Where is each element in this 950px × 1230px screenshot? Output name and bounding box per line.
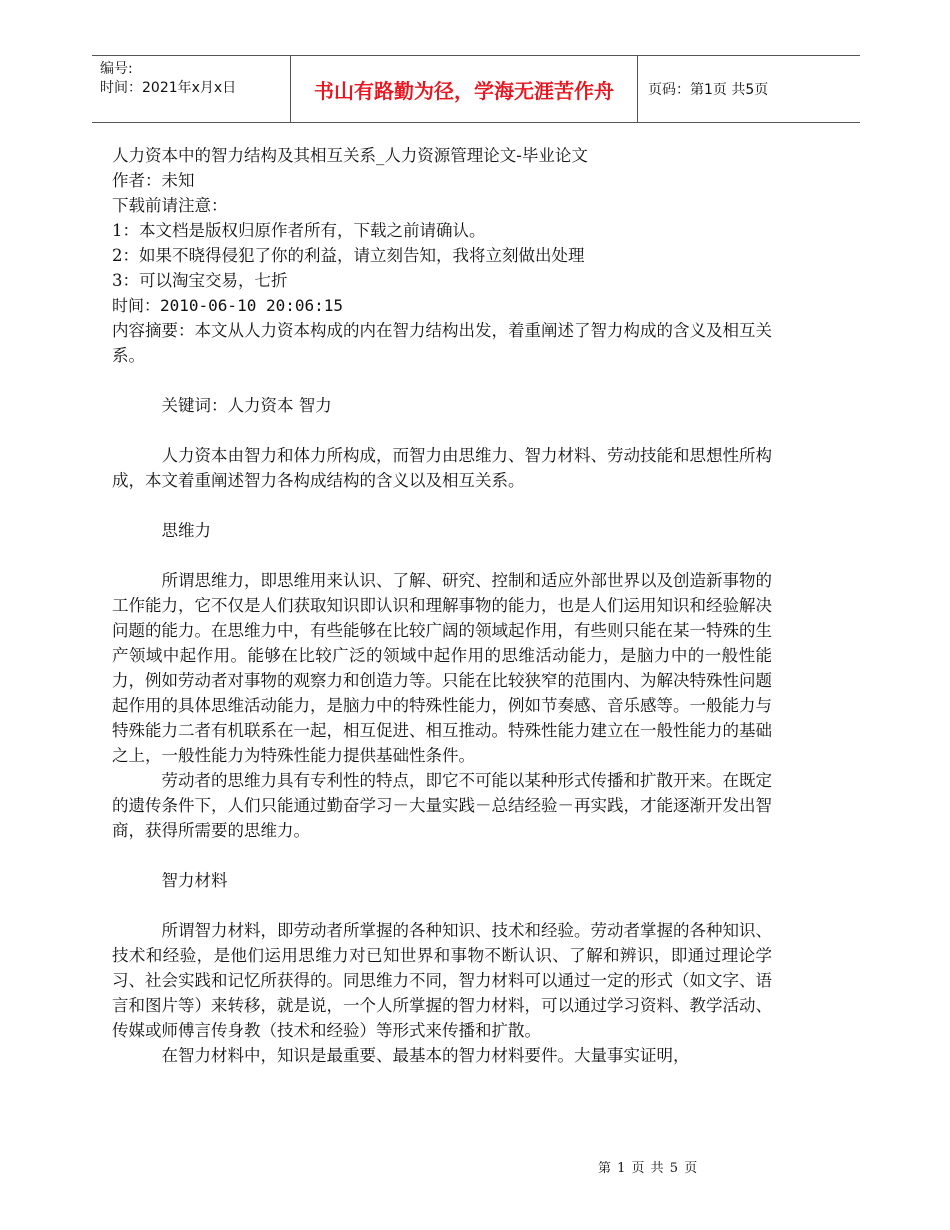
time-label: 时间：2021年x月x日 (100, 80, 237, 96)
section-thinking-paragraph-2: 劳动者的思维力具有专利性的特点，即它不可能以某种形式传播和扩散开来。在既定的遗传条件下，人们只能通过勤奋学习－大量实践－总结经验－再实践，才能逐渐开发出智商，获得所需要的思维力。 (112, 771, 772, 840)
page-header (92, 55, 860, 123)
section-material-paragraph-2: 在智力材料中，知识是最重要、最基本的智力材料要件。大量事实证明， (161, 1046, 690, 1065)
notice-title: 下载前请注意： (112, 196, 228, 215)
serial-label: 编号: (100, 61, 133, 77)
header-meta-cell (92, 56, 291, 122)
section-heading-material: 智力材料 (161, 871, 228, 890)
section-material-paragraph-1: 所谓智力材料，即劳动者所掌握的各种知识、技术和经验。劳动者掌握的各种知识、技术和经验，是他们运用思维力对已知世界和事物不断认识、了解和辨识，即通过理论学习、社会实践和记忆所获得的。同思维力不同，智力材料可以通过一定的形式（如文字、语言和图片等）来转移，就是说，一个人所掌握的智力材料，可以通过学习资料、教学活动、传媒或师傅言传身教（技术和经验）等形式来传播和扩散。 (112, 921, 772, 1040)
section-thinking-paragraph-1: 所谓思维力，即思维用来认识、了解、研究、控制和适应外部世界以及创造新事物的工作能力，它不仅是人们获取知识即认识和理解事物的能力，也是人们运用知识和经验解决问题的能力。在思维力中，有些能够在比较广阔的领域起作用，有些则只能在某一特殊的生产领域中起作用。能够在比较广泛的领域中起作用的思维活动能力，是脑力中的一般性能力，例如劳动者对事物的观察力和创造力等。只能在比较狭窄的范围内、为解决特殊性问题起作用的具体思维活动能力，是脑力中的特殊性能力，例如节奏感、音乐感等。一般能力与特殊能力二者有机联系在一起，相互促进、相互推动。特殊性能力建立在一般性能力的基础之上，一般性能力为特殊性能力提供基础性条件。 (112, 571, 772, 765)
header-motto: 书山有路勤为径，学海无涯苦作舟 (291, 56, 638, 122)
header-page-number: 页码：第1页 共5页 (648, 82, 769, 98)
intro-paragraph: 人力资本由智力和体力所构成，而智力由思维力、智力材料、劳动技能和思想性所构成，本文着重阐述智力各构成结构的含义以及相互关系。 (112, 446, 772, 490)
keywords-line: 关键词：人力资本 智力 (161, 396, 332, 415)
publish-time: 时间：2010-06-10 20:06:15 (112, 296, 344, 315)
page-footer: 第 1 页 共 5 页 (598, 1161, 699, 1176)
section-heading-thinking: 思维力 (161, 521, 211, 540)
document-body (112, 143, 772, 1068)
abstract-paragraph: 内容摘要：本文从人力资本构成的内在智力结构出发，着重阐述了智力构成的含义及相互关系。 (112, 321, 772, 365)
document-title: 人力资本中的智力结构及其相互关系_人力资源管理论文-毕业论文 (112, 146, 588, 165)
author-line: 作者：未知 (112, 171, 195, 190)
notice-item-2: 2：如果不晓得侵犯了你的利益，请立刻告知，我将立刻做出处理 (112, 246, 585, 265)
notice-item-1: 1：本文档是版权归原作者所有，下载之前请确认。 (112, 221, 486, 240)
notice-item-3: 3：可以淘宝交易，七折 (112, 271, 288, 290)
